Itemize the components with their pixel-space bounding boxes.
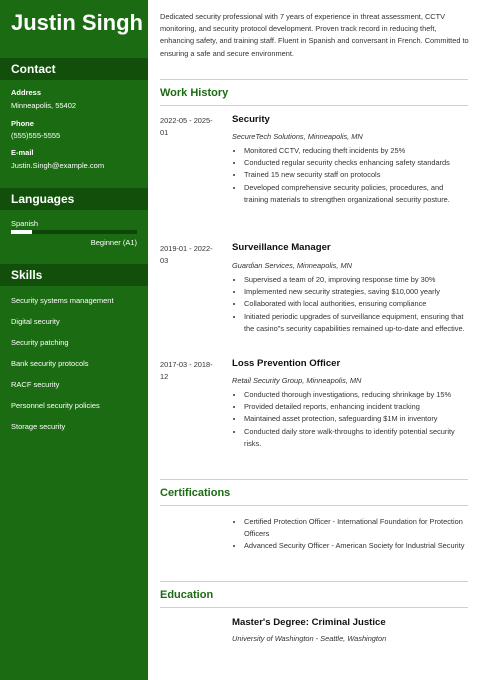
phone-label: Phone bbox=[11, 119, 34, 128]
language-level: Beginner (A1) bbox=[90, 238, 137, 247]
divider bbox=[160, 79, 468, 80]
job-bullet: • Supervised a team of 20, improving response time by 30% bbox=[244, 274, 468, 286]
job-bullets bbox=[232, 389, 468, 450]
address-value: Minneapolis, 55402 bbox=[11, 101, 77, 110]
skill-item: Digital security bbox=[11, 317, 60, 326]
skill-item: Personnel security policies bbox=[11, 401, 100, 410]
education-heading: Education bbox=[160, 589, 214, 601]
contact-heading: Contact bbox=[0, 58, 148, 80]
job-dates: 2022-05 - 2025-01 bbox=[160, 116, 213, 138]
email-value: Justin.Singh@example.com bbox=[11, 161, 105, 170]
job-bullet: • Conducted daily store walk-throughs to identify potential security risks. bbox=[244, 426, 468, 450]
main-content bbox=[148, 0, 481, 680]
job-bullets bbox=[232, 274, 468, 335]
job-title: Surveillance Manager bbox=[232, 242, 331, 253]
language-name: Spanish bbox=[11, 219, 39, 228]
job-company: Retail Security Group, Minneapolis, MN bbox=[232, 376, 362, 385]
professional-summary: Dedicated security professional with 7 years of experience in threat assessment, CCTV monitoring, and security protocol development. Proven track record in reducing theft, enhancing safety, and training staff. Fluent in Spanish and conversant in French. Committed to ensuring a safe and secure environment. bbox=[160, 12, 469, 58]
job-bullet: • Initiated periodic upgrades of surveillance equipment, ensuring that the casino"s security capabilities remained up-to-date and effective. bbox=[244, 311, 468, 335]
divider bbox=[160, 505, 468, 506]
job-bullet: • Monitored CCTV, reducing theft incidents by 25% bbox=[244, 145, 468, 157]
divider bbox=[160, 607, 468, 608]
candidate-name: Justin Singh bbox=[11, 10, 143, 35]
job-bullets bbox=[232, 145, 468, 206]
certifications-heading: Certifications bbox=[160, 487, 231, 499]
sidebar bbox=[0, 0, 148, 680]
job-bullet: • Implemented new security strategies, saving $10,000 yearly bbox=[244, 286, 468, 298]
job-bullet: • Conducted thorough investigations, reducing shrinkage by 15% bbox=[244, 389, 468, 401]
job-bullet: • Collaborated with local authorities, ensuring compliance bbox=[244, 298, 468, 310]
skill-item: Security patching bbox=[11, 338, 69, 347]
work-history-heading: Work History bbox=[160, 87, 229, 99]
certification-item: • Advanced Security Officer - American Society for Industrial Security bbox=[244, 540, 468, 552]
divider bbox=[160, 581, 468, 582]
certification-item: • Certified Protection Officer - International Foundation for Protection Officers bbox=[244, 516, 468, 540]
job-bullet: • Trained 15 new security staff on protocols bbox=[244, 169, 468, 181]
job-company: Guardian Services, Minneapolis, MN bbox=[232, 261, 352, 270]
language-proficiency-fill bbox=[11, 230, 32, 234]
job-dates: 2017-03 - 2018-12 bbox=[160, 360, 213, 382]
divider bbox=[160, 479, 468, 480]
job-company: SecureTech Solutions, Minneapolis, MN bbox=[232, 132, 363, 141]
languages-heading: Languages bbox=[0, 188, 148, 210]
degree: Master's Degree: Criminal Justice bbox=[232, 617, 386, 628]
address-label: Address bbox=[11, 88, 42, 97]
job-title: Security bbox=[232, 114, 270, 125]
job-title: Loss Prevention Officer bbox=[232, 358, 341, 369]
phone-value: (555)555-5555 bbox=[11, 131, 61, 140]
language-proficiency-bar bbox=[11, 230, 137, 234]
skill-item: RACF security bbox=[11, 380, 60, 389]
skill-item: Storage security bbox=[11, 422, 66, 431]
school: University of Washington - Seattle, Washington bbox=[232, 634, 387, 643]
certification-list bbox=[232, 516, 468, 553]
skill-item: Security systems management bbox=[11, 296, 114, 305]
job-bullet: • Maintained asset protection, safeguarding $1M in inventory bbox=[244, 413, 468, 425]
divider bbox=[160, 105, 468, 106]
job-bullet: • Conducted regular security checks enhancing safety standards bbox=[244, 157, 468, 169]
skills-heading: Skills bbox=[0, 264, 148, 286]
skill-item: Bank security protocols bbox=[11, 359, 89, 368]
email-label: E-mail bbox=[11, 148, 34, 157]
job-bullet: • Developed comprehensive security policies, procedures, and training materials to strengthen organizational security posture. bbox=[244, 182, 468, 206]
job-bullet: • Provided detailed reports, enhancing incident tracking bbox=[244, 401, 468, 413]
job-dates: 2019-01 - 2022-03 bbox=[160, 244, 213, 266]
